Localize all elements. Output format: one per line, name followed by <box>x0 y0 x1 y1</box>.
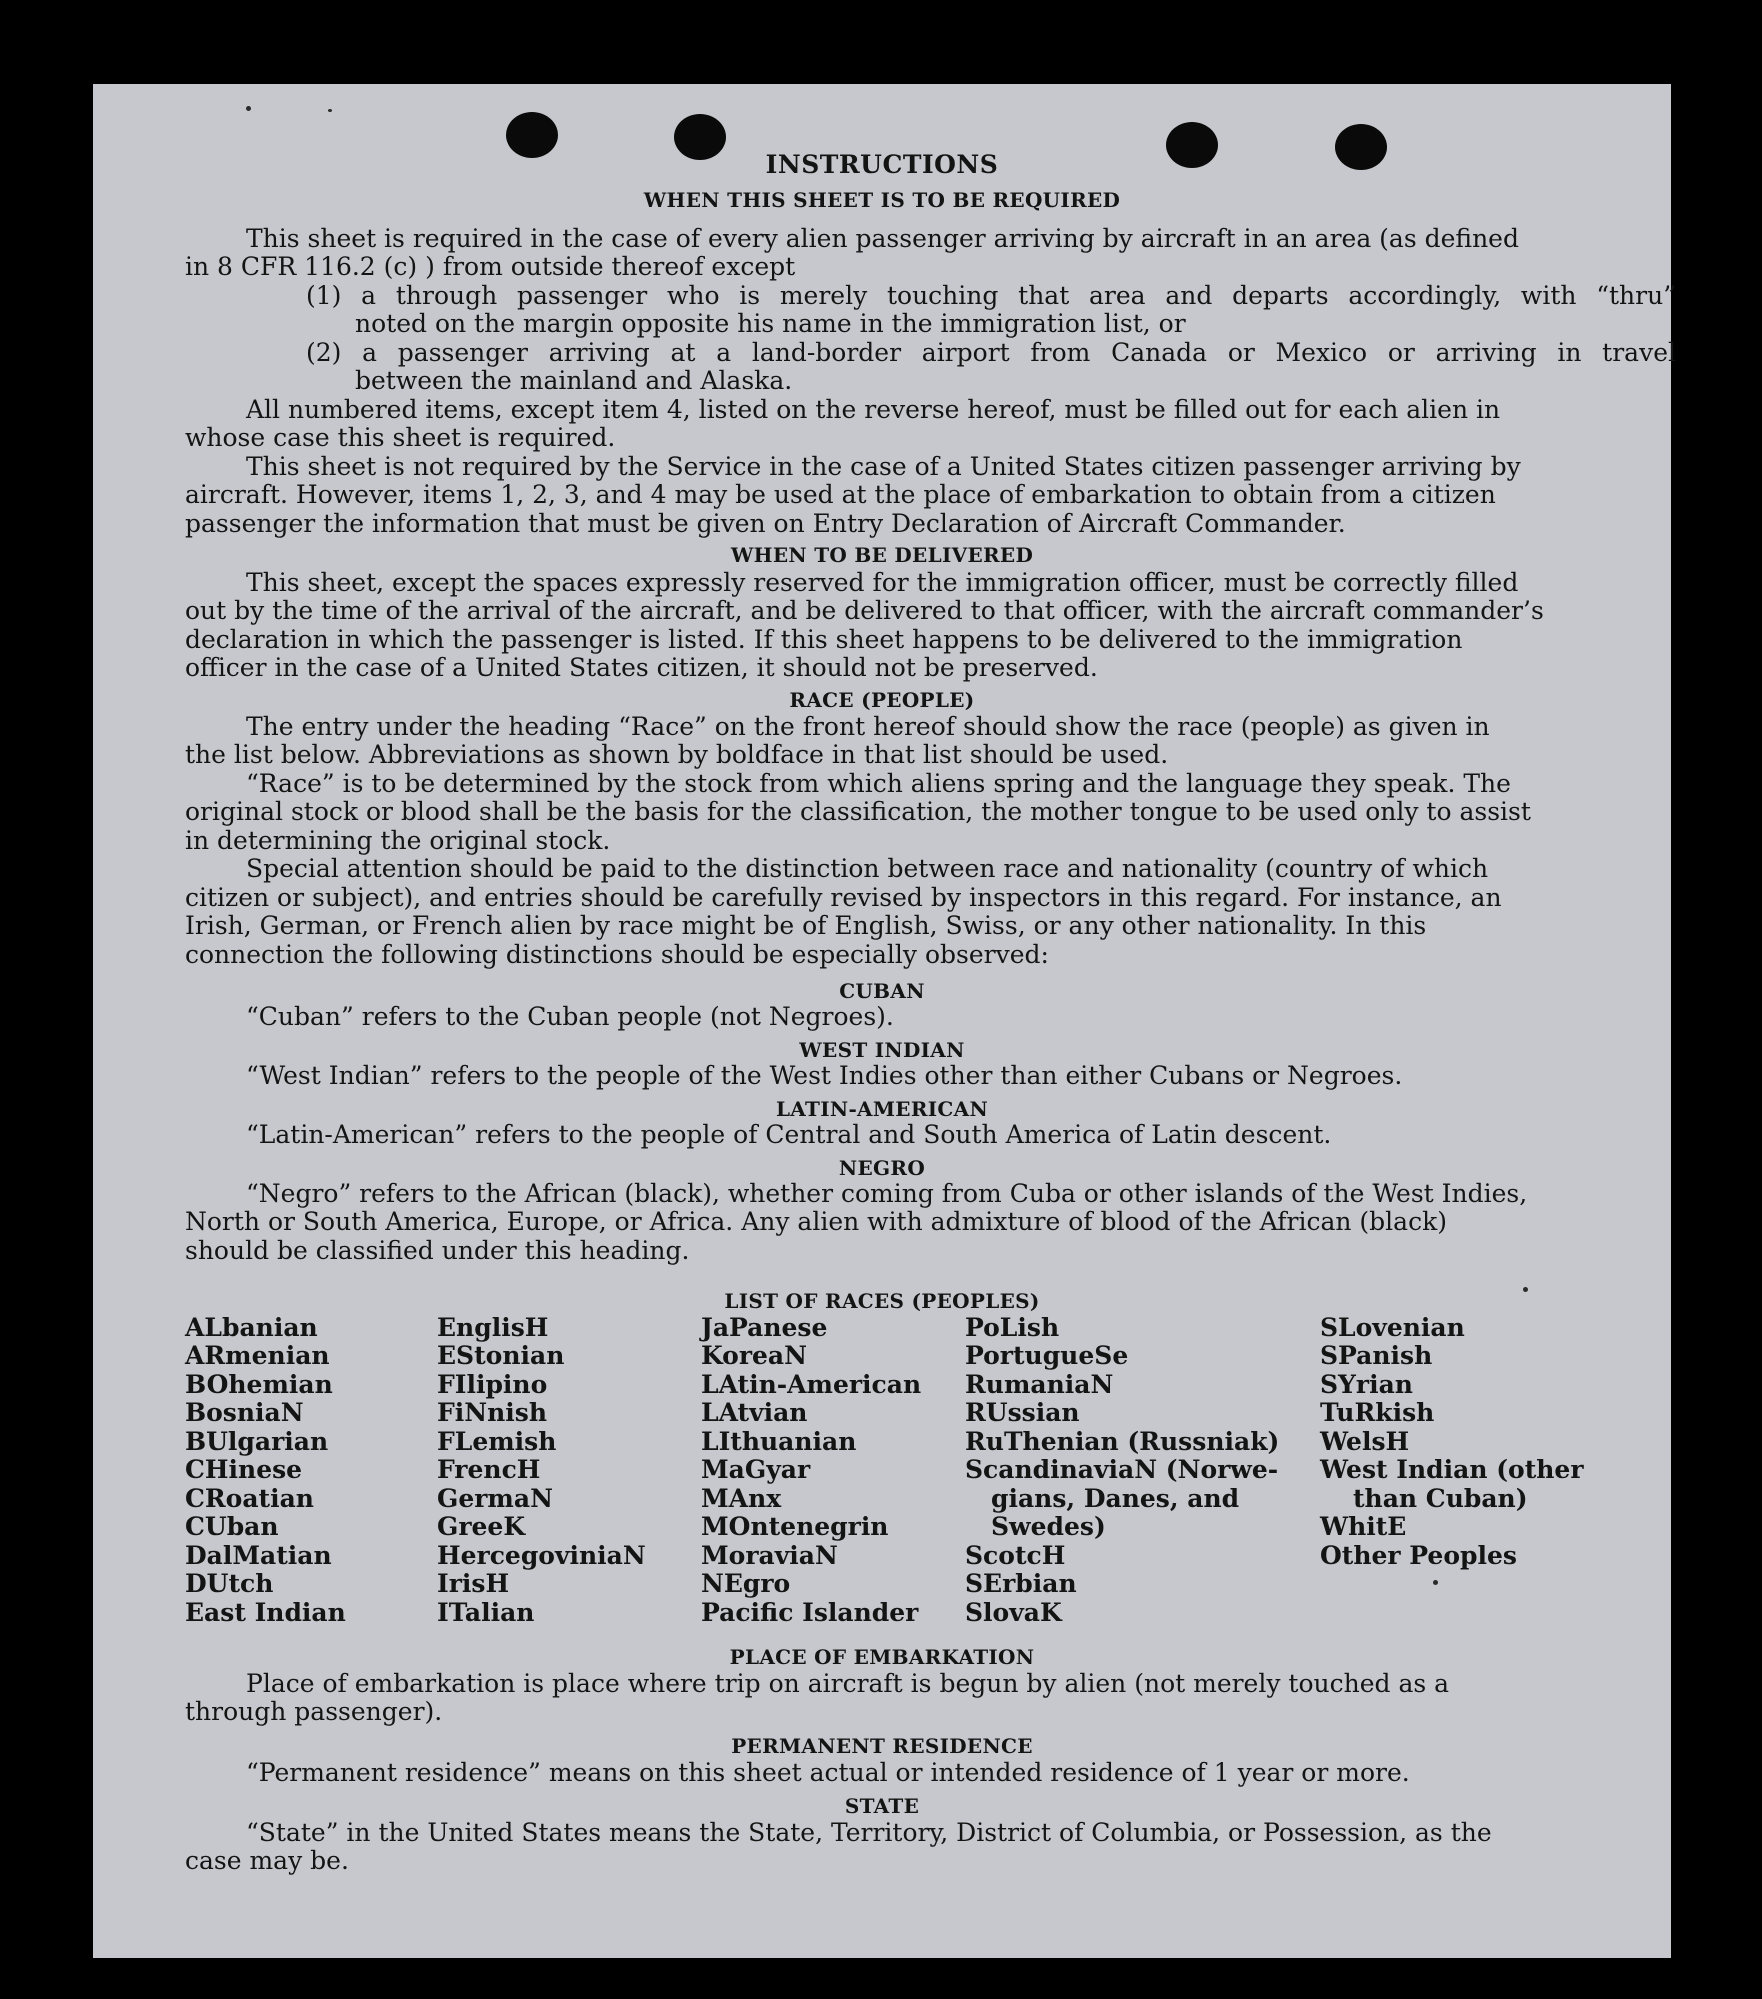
race-item: HercegoviniaN <box>437 1541 646 1570</box>
race-item: ARmenian <box>185 1341 330 1370</box>
race-item: LIthuanian <box>701 1427 857 1456</box>
race-item: MaGyar <box>701 1455 811 1484</box>
race-item: SlovaK <box>965 1598 1062 1627</box>
paragraph-line: “Cuban” refers to the Cuban people (not Negroes). <box>246 1002 894 1031</box>
race-item: East Indian <box>185 1598 346 1627</box>
race-item: ScotcH <box>965 1541 1066 1570</box>
paragraph-line: The entry under the heading “Race” on the front hereof should show the race (people) as given in <box>246 712 1490 741</box>
paragraph-line: officer in the case of a United States citizen, it should not be preserved. <box>185 653 1098 682</box>
race-item: KoreaN <box>701 1341 807 1370</box>
race-item: than Cuban) <box>1353 1484 1528 1513</box>
paragraph-line: “State” in the United States means the State, Territory, District of Columbia, or Possession, as the <box>246 1818 1492 1847</box>
race-item: FiNnish <box>437 1398 548 1427</box>
race-item: Pacific Islander <box>701 1598 919 1627</box>
race-item: PortugueSe <box>965 1341 1129 1370</box>
paragraph-line: noted on the margin opposite his name in the immigration list, or <box>355 309 1186 338</box>
race-item: Swedes) <box>991 1512 1106 1541</box>
heading-west-indian: WEST INDIAN <box>799 1038 965 1062</box>
dust-speck <box>328 109 332 112</box>
paragraph-line: between the mainland and Alaska. <box>355 366 793 395</box>
race-item: GreeK <box>437 1512 526 1541</box>
race-item: SPanish <box>1320 1341 1433 1370</box>
race-item: BOhemian <box>185 1370 333 1399</box>
heading-list-of-races: LIST OF RACES (PEOPLES) <box>724 1289 1040 1313</box>
paragraph-line: “Permanent residence” means on this sheet actual or intended residence of 1 year or more. <box>246 1758 1410 1787</box>
title-instructions: INSTRUCTIONS <box>765 150 999 179</box>
race-item: Other Peoples <box>1320 1541 1517 1570</box>
race-item: SLovenian <box>1320 1313 1465 1342</box>
race-item: JaPanese <box>701 1313 828 1342</box>
paragraph-line: through passenger). <box>185 1697 443 1726</box>
race-item: FIlipino <box>437 1370 548 1399</box>
heading-cuban: CUBAN <box>839 979 925 1003</box>
paragraph-line: This sheet is not required by the Service in the case of a United States citizen passenger arriving by <box>246 452 1521 481</box>
paragraph-line: out by the time of the arrival of the aircraft, and be delivered to that officer, with the aircraft commander’s <box>185 596 1544 625</box>
paragraph-line: Special attention should be paid to the distinction between race and nationality (country of which <box>246 854 1489 883</box>
paragraph-line: passenger the information that must be given on Entry Declaration of Aircraft Commander. <box>185 509 1346 538</box>
heading-negro: NEGRO <box>838 1156 926 1180</box>
race-item: RumaniaN <box>965 1370 1114 1399</box>
race-item: PoLish <box>965 1313 1060 1342</box>
dust-speck <box>246 106 251 111</box>
paragraph-line: This sheet is required in the case of every alien passenger arriving by aircraft in an area (as defined <box>246 224 1519 253</box>
race-item: CRoatian <box>185 1484 314 1513</box>
paragraph-line: This sheet, except the spaces expressly reserved for the immigration officer, must be correctly filled <box>246 568 1519 597</box>
race-item: RuThenian (Russniak) <box>965 1427 1280 1456</box>
paragraph-line: (2) a passenger arriving at a land-border airport from Canada or Mexico or arriving in travel <box>306 338 1676 367</box>
paragraph-line: should be classified under this heading. <box>185 1236 690 1265</box>
race-item: FLemish <box>437 1427 557 1456</box>
paragraph-line: case may be. <box>185 1846 349 1875</box>
paragraph-line: in 8 CFR 116.2 (c) ) from outside thereof except <box>185 252 796 281</box>
race-item: BUlgarian <box>185 1427 329 1456</box>
paragraph-line: All numbered items, except item 4, listed on the reverse hereof, must be filled out for each alien in <box>246 395 1501 424</box>
dust-speck <box>1433 1580 1438 1585</box>
race-item: NEgro <box>701 1569 791 1598</box>
race-item: ALbanian <box>185 1313 318 1342</box>
paragraph-line: whose case this sheet is required. <box>185 423 616 452</box>
paragraph-line: “Race” is to be determined by the stock from which aliens spring and the language they speak. The <box>246 769 1511 798</box>
race-item: FrencH <box>437 1455 541 1484</box>
document-sheet <box>93 84 1676 1958</box>
race-item: MAnx <box>701 1484 782 1513</box>
paragraph-line: “Latin-American” refers to the people of Central and South America of Latin descent. <box>246 1120 1332 1149</box>
race-item: CUban <box>185 1512 279 1541</box>
race-item: RUssian <box>965 1398 1080 1427</box>
heading-permanent-residence: PERMANENT RESIDENCE <box>731 1734 1033 1758</box>
race-item: SErbian <box>965 1569 1077 1598</box>
race-item: EnglisH <box>437 1313 549 1342</box>
race-item: WhitE <box>1320 1512 1407 1541</box>
race-item: LAtvian <box>701 1398 808 1427</box>
race-item: DUtch <box>185 1569 274 1598</box>
race-item: TuRkish <box>1320 1398 1435 1427</box>
race-item: MoraviaN <box>701 1541 838 1570</box>
heading-latin-american: LATIN-AMERICAN <box>775 1097 989 1121</box>
race-item: LAtin-American <box>701 1370 922 1399</box>
paragraph-line: (1) a through passenger who is merely touching that area and departs accordingly, with “thru” <box>306 281 1676 310</box>
race-item: ScandinaviaN (Norwe- <box>965 1455 1279 1484</box>
race-item: GermaN <box>437 1484 553 1513</box>
paragraph-line: Irish, German, or French alien by race might be of English, Swiss, or any other nationality. In this <box>185 911 1427 940</box>
heading-state: STATE <box>844 1794 920 1818</box>
heading-when-delivered: WHEN TO BE DELIVERED <box>730 543 1034 567</box>
paragraph-line: original stock or blood shall be the basis for the classification, the mother tongue to be used only to assist <box>185 797 1531 826</box>
paragraph-line: declaration in which the passenger is listed. If this sheet happens to be delivered to the immigration <box>185 625 1463 654</box>
heading-race: RACE (PEOPLE) <box>789 688 975 712</box>
heading-place-of-embarkation: PLACE OF EMBARKATION <box>729 1645 1035 1669</box>
paragraph-line: connection the following distinctions should be especially observed: <box>185 940 1049 969</box>
paragraph-line: Place of embarkation is place where trip on aircraft is begun by alien (not merely touched as a <box>246 1669 1450 1698</box>
paragraph-line: “West Indian” refers to the people of the West Indies other than either Cubans or Negroes. <box>246 1061 1403 1090</box>
race-item: IrisH <box>437 1569 510 1598</box>
paragraph-line: aircraft. However, items 1, 2, 3, and 4 may be used at the place of embarkation to obtain from a citizen <box>185 480 1496 509</box>
paragraph-line: North or South America, Europe, or Africa. Any alien with admixture of blood of the African (black) <box>185 1207 1447 1236</box>
race-item: DalMatian <box>185 1541 332 1570</box>
race-item: EStonian <box>437 1341 565 1370</box>
race-item: gians, Danes, and <box>991 1484 1240 1513</box>
paragraph-line: the list below. Abbreviations as shown by boldface in that list should be used. <box>185 740 1169 769</box>
race-item: MOntenegrin <box>701 1512 889 1541</box>
race-item: WelsH <box>1320 1427 1410 1456</box>
paragraph-line: citizen or subject), and entries should be carefully revised by inspectors in this regard. For instance, an <box>185 883 1502 912</box>
paragraph-line: in determining the original stock. <box>185 826 611 855</box>
heading-when-required: WHEN THIS SHEET IS TO BE REQUIRED <box>643 188 1121 212</box>
race-item: SYrian <box>1320 1370 1413 1399</box>
race-item: BosniaN <box>185 1398 304 1427</box>
paragraph-line: “Negro” refers to the African (black), whether coming from Cuba or other islands of the West Indies, <box>246 1179 1528 1208</box>
race-item: West Indian (other <box>1320 1455 1584 1484</box>
race-item: ITalian <box>437 1598 535 1627</box>
race-item: CHinese <box>185 1455 303 1484</box>
